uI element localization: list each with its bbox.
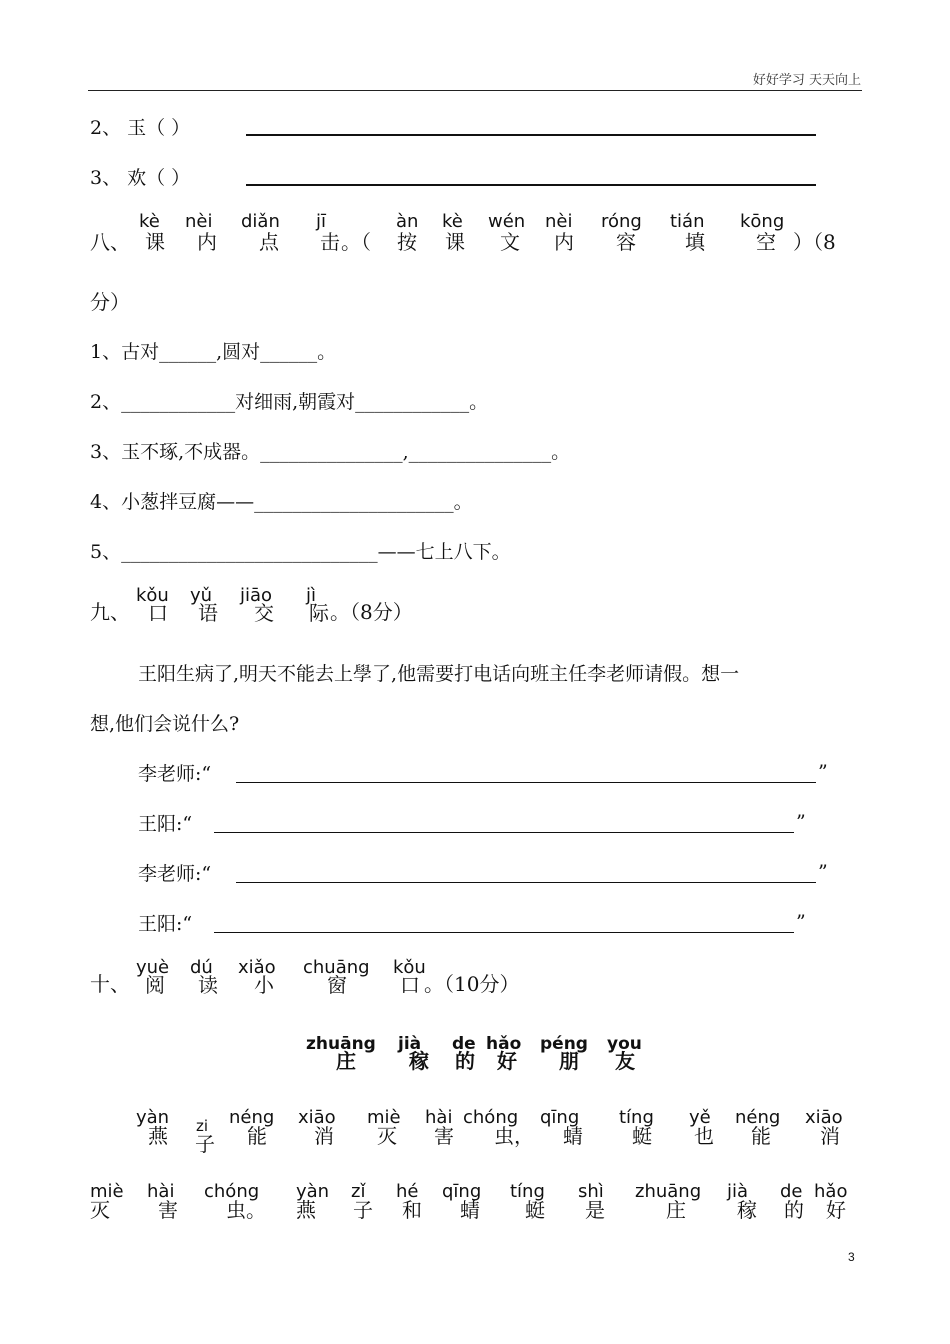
r1-py: qīng xyxy=(540,1107,580,1128)
r2-py: hé xyxy=(396,1181,419,1202)
s8-hz: 点 xyxy=(259,230,279,254)
s10-hz: 口 xyxy=(400,973,420,997)
r1-py: xiāo xyxy=(805,1107,843,1128)
r1-py: néng xyxy=(735,1107,781,1128)
r2-hz: 虫。 xyxy=(226,1198,266,1222)
r1-hz: 能 xyxy=(247,1124,267,1148)
s9-hz: 交 xyxy=(254,601,274,625)
r1-py: xiāo xyxy=(298,1107,336,1128)
s9-py: kǒu xyxy=(136,585,169,606)
s8-tail-line2: 分） xyxy=(90,290,130,314)
s10-hz: 窗 xyxy=(327,973,347,997)
r2-py: chóng xyxy=(204,1181,260,1202)
title-hz: 友 xyxy=(615,1049,635,1073)
s8-hz: 填 xyxy=(685,230,705,254)
r2-hz: 是 xyxy=(585,1198,605,1222)
title-py: you xyxy=(607,1034,642,1054)
r1-hz: 蜻 xyxy=(563,1124,583,1148)
r1-py: miè xyxy=(367,1107,401,1128)
s10-py: kǒu xyxy=(393,957,426,978)
r1-hz: 消 xyxy=(820,1124,840,1148)
s10-py: xiǎo xyxy=(238,957,276,978)
s8-hz: 文 xyxy=(500,230,520,254)
r1-py: hài xyxy=(425,1107,453,1128)
s8-py: tián xyxy=(670,211,705,232)
r1-hz: 灭 xyxy=(377,1124,397,1148)
r1-py: néng xyxy=(229,1107,275,1128)
r2-py: hǎo xyxy=(814,1181,848,1202)
r2-py: tíng xyxy=(510,1181,545,1202)
s9-py: jiāo xyxy=(240,585,273,606)
r2-hz: 害 xyxy=(158,1198,178,1222)
r1-py: tíng xyxy=(619,1107,654,1128)
title-py: de xyxy=(452,1034,476,1054)
s10-hz: 读 xyxy=(198,973,218,997)
s9-hz: 际 xyxy=(309,601,329,625)
r1-hz: 虫， xyxy=(494,1124,534,1148)
dialogue-speaker: 李老师:“ xyxy=(138,763,212,785)
r1-py: chóng xyxy=(463,1107,519,1128)
r2-hz: 和 xyxy=(402,1198,422,1222)
s10-hz: 小 xyxy=(254,973,274,997)
dialogue-answer-line[interactable] xyxy=(214,932,794,933)
r2-py: zǐ xyxy=(351,1181,366,1202)
title-py: jià xyxy=(398,1034,422,1054)
s8-py: kōng xyxy=(740,211,785,232)
dialogue-answer-line[interactable] xyxy=(236,782,816,783)
title-hz: 稼 xyxy=(409,1049,429,1073)
title-py: zhuāng xyxy=(306,1034,376,1054)
s8-number: 八、 xyxy=(90,230,130,254)
r2-hz: 蜻 xyxy=(460,1198,480,1222)
s8-py: kè xyxy=(442,211,463,232)
s8-item-2: 2、____________对细雨,朝霞对____________。 xyxy=(90,391,489,413)
r1-hz: 害 xyxy=(434,1124,454,1148)
title-py: hǎo xyxy=(486,1034,522,1054)
dialogue-speaker: 王阳:“ xyxy=(138,813,193,835)
r1-hz: 消 xyxy=(314,1124,334,1148)
s9-hz: 口 xyxy=(148,601,168,625)
s10-py: yuè xyxy=(136,957,170,978)
r2-py: jià xyxy=(727,1181,749,1202)
s9-py: jì xyxy=(306,585,317,606)
title-hz: 朋 xyxy=(559,1049,579,1073)
s8-item-5: 5、___________________________——七上八下。 xyxy=(90,541,511,563)
s9-paragraph-line1: 王阳生病了,明天不能去上學了,他需要打电话向班主任李老师请假。想一 xyxy=(138,663,740,685)
r2-py: miè xyxy=(90,1181,124,1202)
s9-paragraph-line2: 想,他们会说什么? xyxy=(90,713,240,735)
r1-hz: 蜓 xyxy=(632,1124,652,1148)
r1-hz: 子 xyxy=(195,1132,215,1156)
s8-py: nèi xyxy=(545,211,573,232)
s8-py: kè xyxy=(139,211,160,232)
s8-item-3: 3、玉不琢,不成器。_______________,_______________。 xyxy=(90,441,571,463)
s8-hz: 课 xyxy=(145,230,165,254)
r2-hz: 子 xyxy=(353,1198,373,1222)
s10-number: 十、 xyxy=(90,972,130,996)
s10-tail: 。（10分） xyxy=(424,972,520,996)
title-hz: 庄 xyxy=(336,1049,356,1073)
s8-item-1: 1、古对______,圆对______。 xyxy=(90,341,337,363)
r1-hz: 能 xyxy=(751,1124,771,1148)
dialogue-close-quote: ” xyxy=(818,761,828,783)
s8-py: diǎn xyxy=(241,211,280,232)
s9-py: yǔ xyxy=(190,585,213,606)
r1-py: zi xyxy=(196,1117,209,1135)
s8-hz: 容 xyxy=(616,230,636,254)
r1-hz: 燕 xyxy=(148,1124,168,1148)
page-number: 3 xyxy=(848,1250,855,1264)
r2-py: de xyxy=(780,1181,803,1202)
s9-hz: 语 xyxy=(198,601,218,625)
s8-item-4: 4、小葱拌豆腐——_____________________。 xyxy=(90,491,473,513)
s8-py: róng xyxy=(601,211,642,232)
s9-number: 九、 xyxy=(90,600,130,624)
s8-hz: 击 xyxy=(320,230,340,254)
dialogue-close-quote: ” xyxy=(796,911,806,933)
s8-py: àn xyxy=(396,211,419,232)
r2-hz: 灭 xyxy=(90,1198,110,1222)
s8-py: nèi xyxy=(185,211,213,232)
r1-hz: 也 xyxy=(694,1124,714,1148)
s8-hz: 。（ xyxy=(341,230,371,254)
dialogue-close-quote: ” xyxy=(796,811,806,833)
r2-py: zhuāng xyxy=(635,1181,702,1202)
r2-py: yàn xyxy=(296,1181,330,1202)
header-text: 好好学习 天天向上 xyxy=(752,73,861,88)
s9-tail: 。（8分） xyxy=(330,600,413,624)
r2-hz: 庄 xyxy=(666,1198,686,1222)
r1-py: yàn xyxy=(136,1107,170,1128)
s8-py: jī xyxy=(316,211,327,232)
s7-item2-label: 2、 玉（ ） xyxy=(90,117,191,139)
s8-hz: 按 xyxy=(397,230,417,254)
s8-tail-line1: ）（8 xyxy=(793,230,836,254)
dialogue-speaker: 王阳:“ xyxy=(138,913,193,935)
title-hz: 的 xyxy=(455,1049,475,1073)
title-py: péng xyxy=(540,1034,588,1054)
r2-hz: 蜓 xyxy=(525,1198,545,1222)
r2-hz: 稼 xyxy=(737,1198,757,1222)
r2-py: hài xyxy=(147,1181,175,1202)
dialogue-answer-line[interactable] xyxy=(236,882,816,883)
r2-hz: 好 xyxy=(826,1198,846,1222)
s7-item3-label: 3、 欢（ ） xyxy=(90,167,191,189)
r1-py: yě xyxy=(689,1107,711,1128)
s8-hz: 空 xyxy=(756,230,776,254)
s7-item2-answer-line[interactable] xyxy=(246,134,816,136)
s10-py: dú xyxy=(190,957,213,978)
dialogue-speaker: 李老师:“ xyxy=(138,863,212,885)
s10-py: chuāng xyxy=(303,957,370,978)
s8-hz: 内 xyxy=(554,230,574,254)
dialogue-answer-line[interactable] xyxy=(214,832,794,833)
r2-hz: 的 xyxy=(784,1198,804,1222)
r2-py: qīng xyxy=(442,1181,482,1202)
s8-hz: 内 xyxy=(197,230,217,254)
title-hz: 好 xyxy=(497,1049,517,1073)
s7-item3-answer-line[interactable] xyxy=(246,184,816,186)
dialogue-close-quote: ” xyxy=(818,861,828,883)
s8-hz: 课 xyxy=(445,230,465,254)
r2-hz: 燕 xyxy=(296,1198,316,1222)
r2-py: shì xyxy=(578,1181,604,1202)
s10-hz: 阅 xyxy=(145,973,165,997)
header-rule xyxy=(88,90,862,91)
s8-py: wén xyxy=(488,211,526,232)
